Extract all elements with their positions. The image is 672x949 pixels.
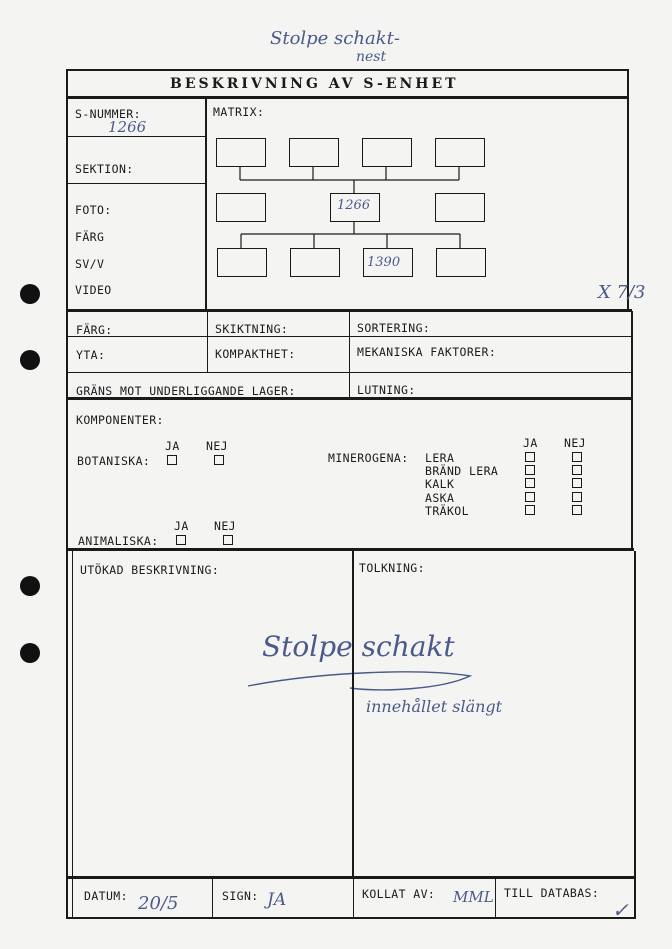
botaniska-nej-checkbox[interactable]: [214, 455, 224, 465]
nej-header: NEJ: [564, 436, 586, 450]
datum-label: DATUM:: [84, 889, 128, 903]
trakol-nej-checkbox[interactable]: [572, 505, 582, 515]
mineral-lera-label: LERA: [425, 451, 455, 465]
botaniska-label: BOTANISKA:: [77, 454, 151, 468]
trakol-ja-checkbox[interactable]: [525, 505, 535, 515]
kollat-label: KOLLAT AV:: [362, 887, 436, 901]
video-label: VIDEO: [75, 283, 112, 297]
section-divider: [66, 548, 634, 551]
utokad-label: UTÖKAD BESKRIVNING:: [80, 563, 220, 577]
lera-ja-checkbox[interactable]: [525, 452, 535, 462]
aska-ja-checkbox[interactable]: [525, 492, 535, 502]
minerogena-label: MINEROGENA:: [328, 451, 409, 465]
description-sub-handwriting: innehållet slängt: [366, 697, 503, 716]
sortering-label: SORTERING:: [357, 321, 431, 335]
farg-photo-label: FÄRG: [75, 230, 105, 244]
ja-header: JA: [523, 436, 538, 450]
ja-header: JA: [174, 519, 189, 533]
matrix-center-value: 1266: [337, 198, 371, 213]
header-note: Stolpe schakt-: [270, 28, 400, 49]
mineral-aska-label: ASKA: [425, 491, 455, 505]
mineral-brand-lera-label: BRÄND LERA: [425, 464, 499, 478]
footer-divider: [66, 876, 636, 879]
col-divider: [353, 877, 354, 918]
till-databas-label: TILL DATABAS:: [504, 886, 600, 900]
brand-lera-nej-checkbox[interactable]: [572, 465, 582, 475]
yta-label: YTA:: [76, 348, 106, 362]
animaliska-label: ANIMALISKA:: [78, 534, 159, 548]
col-divider: [352, 550, 354, 877]
datum-value: 20/5: [138, 893, 179, 914]
kollat-value: MML: [453, 888, 494, 906]
brand-lera-ja-checkbox[interactable]: [525, 465, 535, 475]
farg-label: FÄRG:: [76, 323, 113, 337]
col-divider: [495, 877, 496, 918]
databas-check: ✓: [612, 898, 629, 922]
animaliska-nej-checkbox[interactable]: [223, 535, 233, 545]
col-divider: [349, 311, 350, 399]
margin-note: X 7/3: [598, 282, 646, 303]
sign-value: JA: [267, 890, 287, 910]
animaliska-ja-checkbox[interactable]: [176, 535, 186, 545]
foto-label: FOTO:: [75, 203, 112, 217]
skiktning-label: SKIKTNING:: [215, 322, 289, 336]
mineral-kalk-label: KALK: [425, 477, 455, 491]
tolkning-label: TOLKNING:: [359, 561, 425, 575]
kalk-ja-checkbox[interactable]: [525, 478, 535, 488]
lutning-label: LUTNING:: [357, 383, 416, 397]
aska-nej-checkbox[interactable]: [572, 492, 582, 502]
sektion-label: SEKTION:: [75, 162, 134, 176]
kompakthet-label: KOMPAKTHET:: [215, 347, 296, 361]
mekaniska-label: MEKANISKA FAKTORER:: [357, 345, 497, 359]
s-nummer-label: S-NUMMER:: [75, 107, 141, 121]
lera-nej-checkbox[interactable]: [572, 452, 582, 462]
sign-label: SIGN:: [222, 889, 259, 903]
nej-header: NEJ: [214, 519, 236, 533]
grans-label: GRÄNS MOT UNDERLIGGANDE LAGER:: [76, 384, 296, 398]
nej-header: NEJ: [206, 439, 228, 453]
ja-header: JA: [165, 439, 180, 453]
description-handwriting: Stolpe schakt: [262, 630, 455, 663]
botaniska-ja-checkbox[interactable]: [167, 455, 177, 465]
mineral-trakol-label: TRÄKOL: [425, 504, 469, 518]
s-nummer-value: 1266: [108, 118, 147, 136]
header-note-continued: nest: [356, 49, 387, 65]
col-divider: [207, 311, 208, 373]
inner-left-border: [72, 550, 73, 918]
matrix-below-value: 1390: [367, 255, 401, 270]
sv-v-label: SV/V: [75, 257, 105, 271]
form-title: BESKRIVNING AV S-ENHET: [170, 76, 459, 92]
col-divider: [212, 877, 213, 918]
komponenter-label: KOMPONENTER:: [76, 413, 164, 427]
kalk-nej-checkbox[interactable]: [572, 478, 582, 488]
matrix-label: MATRIX:: [213, 105, 265, 119]
